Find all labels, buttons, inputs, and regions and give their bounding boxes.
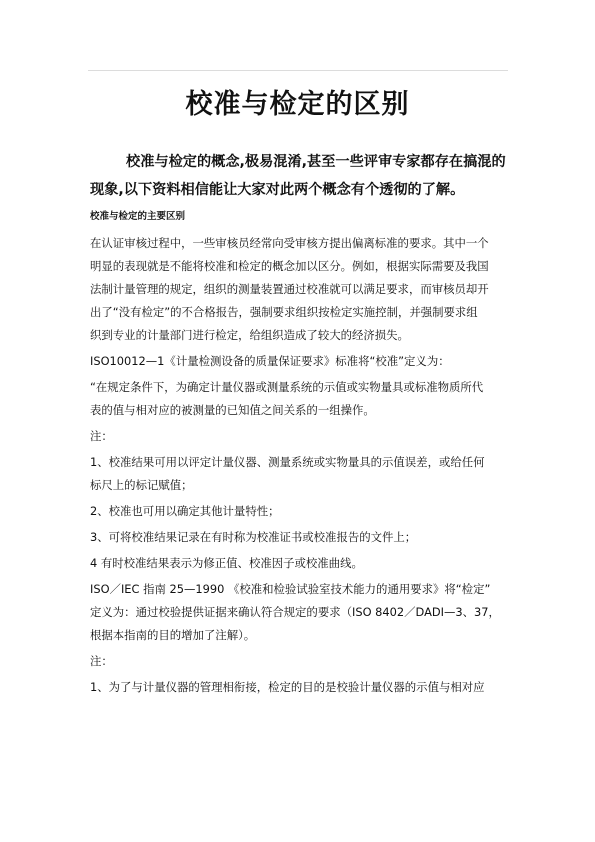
- paragraph-line: 出了“没有检定”的不合格报告，强制要求组织按检定实施控制，并强制要求组: [90, 305, 478, 319]
- paragraph-line: 定义为：通过校验提供证据来确认符合规定的要求（ISO 8402／DADI—3、37，: [90, 605, 500, 619]
- section-heading: 校准与检定的主要区别: [90, 211, 186, 222]
- document-title: 校准与检定的区别: [185, 89, 410, 120]
- paragraph-line: 注：: [90, 429, 113, 443]
- paragraph-line: 1、为了与计量仪器的管理相衔接，检定的目的是校验计量仪器的示值与相对应: [90, 680, 485, 694]
- paragraph-line: ISO10012—1《计量检测设备的质量保证要求》标准将“校准”定义为：: [90, 354, 450, 368]
- paragraph-line: 标尺上的标记赋值；: [90, 478, 193, 492]
- paragraph-line: 4 有时校准结果表示为修正值、校准因子或校准曲线。: [90, 556, 363, 570]
- paragraph-line: 注：: [90, 654, 113, 668]
- intro-line: 现象,以下资料相信能让大家对此两个概念有个透彻的了解。: [90, 182, 465, 198]
- paragraph-line: 表的值与相对应的被测量的已知值之间关系的一组操作。: [90, 403, 375, 417]
- body-text: [90, 232, 508, 699]
- paragraph-line: 在认证审核过程中，一些审核员经常向受审核方提出偏离标准的要求。其中一个: [90, 236, 489, 250]
- paragraph-line: 织到专业的计量部门进行检定，给组织造成了较大的经济损失。: [90, 328, 409, 342]
- header-rule: [88, 70, 508, 71]
- paragraph-line: 法制计量管理的规定，组织的测量装置通过校准就可以满足要求，而审核员却开: [90, 282, 489, 296]
- paragraph-line: ISO／IEC 指南 25—1990 《校准和检验试验室技术能力的通用要求》将“检定”: [90, 582, 491, 596]
- paragraph-line: 1、校准结果可用以评定计量仪器、测量系统或实物量具的示值误差，或给任何: [90, 455, 485, 469]
- intro-line: 校准与检定的概念,极易混淆,甚至一些评审专家都存在搞混的: [126, 154, 506, 170]
- paragraph-line: 2、校准也可用以确定其他计量特性；: [90, 504, 280, 518]
- paragraph-line: 根据本指南的目的增加了注解）。: [90, 628, 256, 642]
- paragraph-line: 明显的表现就是不能将校准和检定的概念加以区分。例如，根据实际需要及我国: [90, 259, 489, 273]
- paragraph-line: “在规定条件下，为确定计量仪器或测量系统的示值或实物量具或标准物质所代: [90, 380, 484, 394]
- paragraph-line: 3、可将校准结果记录在有时称为校准证书或校准报告的文件上；: [90, 530, 417, 544]
- intro-paragraph: [90, 148, 508, 204]
